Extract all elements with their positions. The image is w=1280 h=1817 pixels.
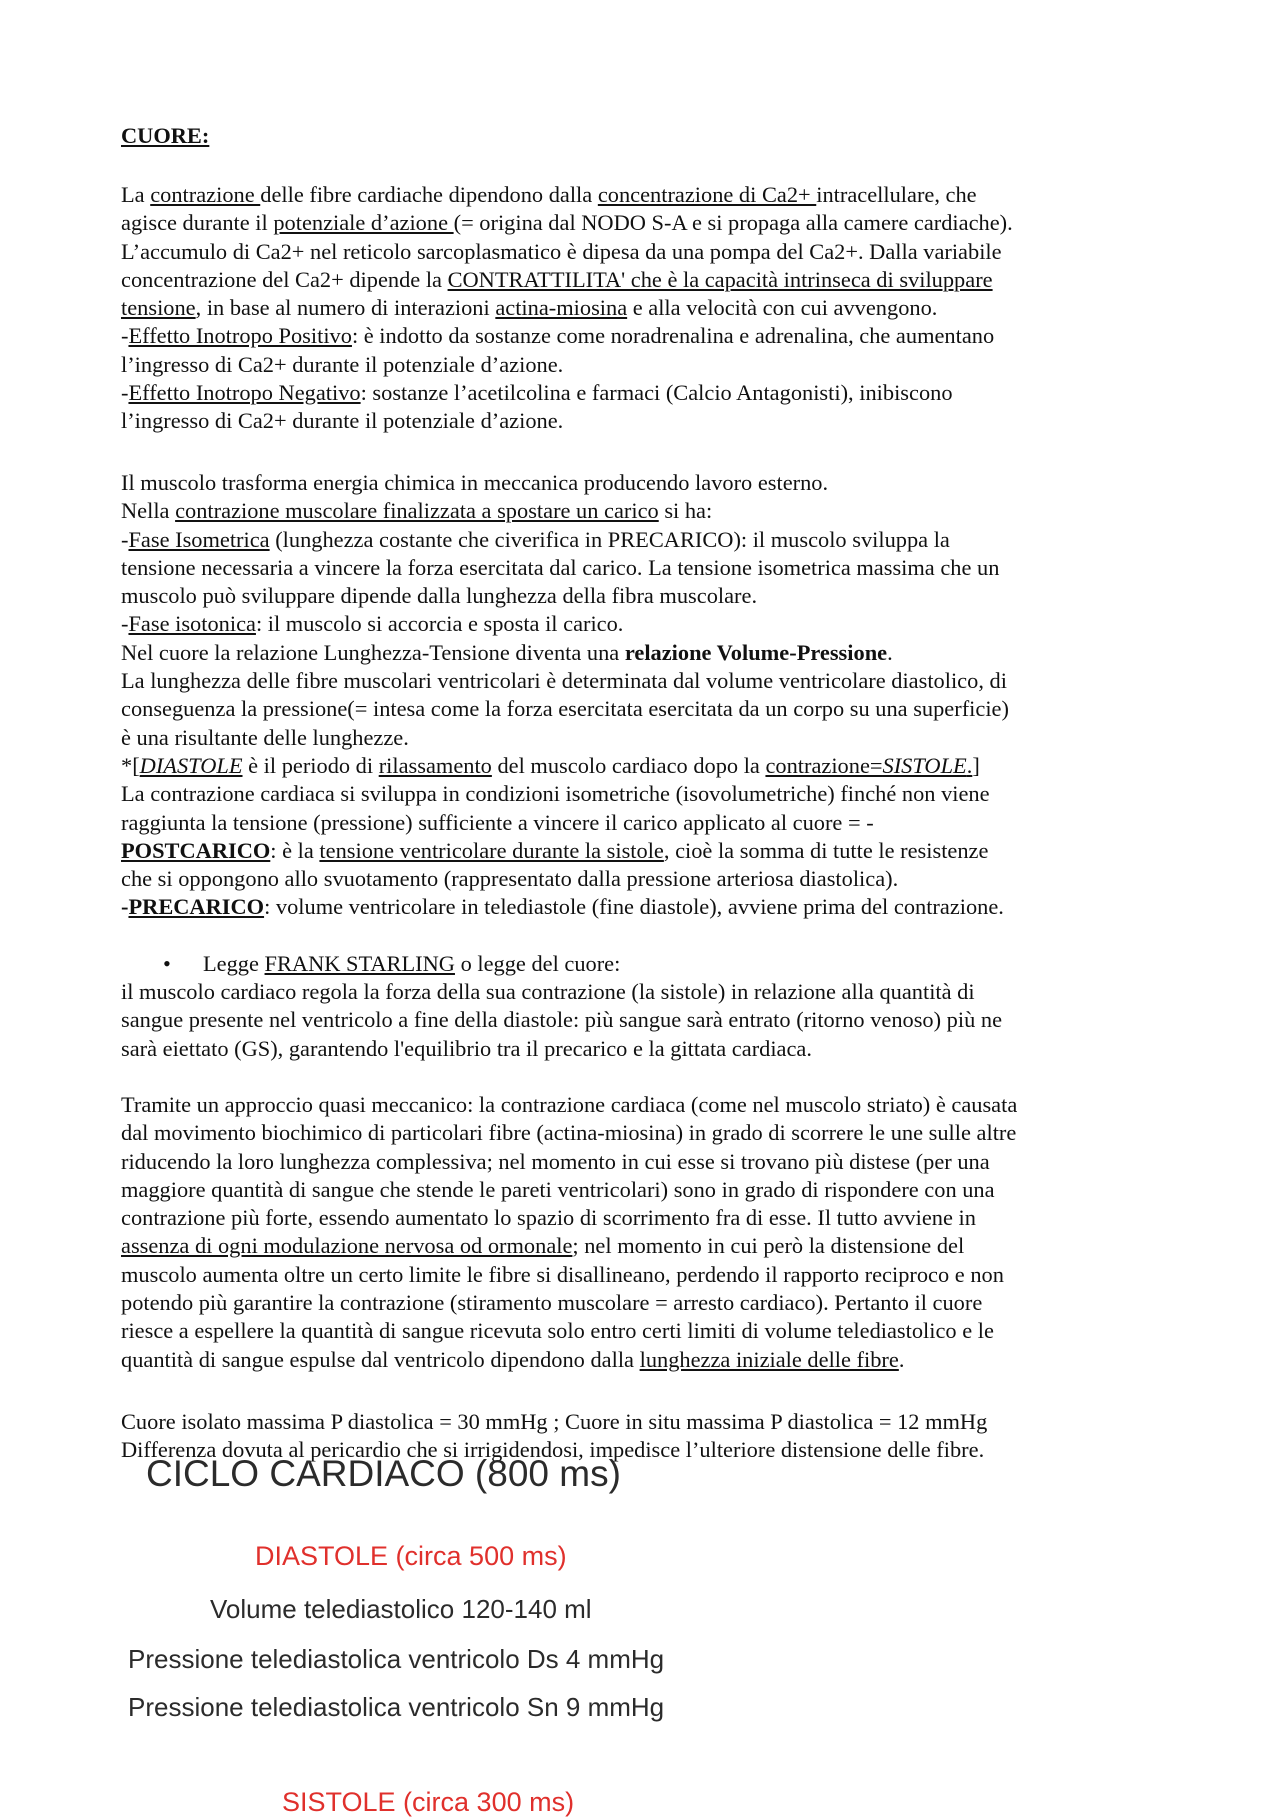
bullet-dot: • (163, 951, 171, 976)
text-line: Nel cuore la relazione Lunghezza-Tensione diventa una relazione Volume-Pressione. (121, 639, 893, 665)
text-line: sarà eiettato (GS), garantendo l'equilibrio tra il precarico e la gittata cardiaca. (121, 1035, 812, 1061)
text-line: raggiunta la tensione (pressione) sufficiente a vincere il carico applicato al cuore = - (121, 809, 874, 835)
text-line: è una risultante delle lunghezze. (121, 724, 409, 750)
text-line: La contrazione cardiaca si sviluppa in condizioni isometriche (isovolumetriche) finché non viene (121, 781, 990, 807)
text-line: POSTCARICO: è la tensione ventricolare durante la sistole, cioè la somma di tutte le resistenze (121, 837, 989, 863)
text-line: l’ingresso di Ca2+ durante il potenziale d’azione. (121, 351, 564, 377)
volume-telediastolico: Volume telediastolico 120-140 ml (210, 1594, 592, 1624)
paragraph-approccio-meccanico (121, 1091, 1181, 1374)
text-line: agisce durante il potenziale d’azione (= origina dal NODO S-A e si propaga alla camere cardiache). (121, 210, 1013, 236)
paragraph-frank-starling (121, 978, 1181, 1063)
pressione-ds: Pressione telediastolica ventricolo Ds 4 mmHg (128, 1644, 665, 1674)
text-line: La lunghezza delle fibre muscolari ventricolari è determinata dal volume ventricolare diastolico, di (121, 668, 1007, 694)
sistole-heading: SISTOLE (circa 300 ms) (282, 1787, 575, 1817)
text-line: concentrazione del Ca2+ dipende la CONTRATTILITA' che è la capacità intrinseca di sviluppare (121, 266, 993, 292)
text-line: potendo più garantire la contrazione (stiramento muscolare = arresto cardiaco). Pertanto il cuore (121, 1290, 983, 1316)
text-line: -Effetto Inotropo Negativo: sostanze l’acetilcolina e farmaci (Calcio Antagonisti), inibiscono (121, 380, 953, 406)
text-line: Cuore isolato massima P diastolica = 30 mmHg ; Cuore in situ massima P diastolica = 12 mmHg (121, 1409, 988, 1434)
text-line: La contrazione delle fibre cardiache dipendono dalla concentrazione di Ca2+ intracellulare, che (121, 182, 977, 207)
text-line: muscolo aumenta oltre un certo limite le fibre si disallineano, perdendo il rapporto reciproco e non (121, 1261, 1004, 1287)
text-line: sangue presente nel ventricolo a fine della diastole: più sangue sarà entrato (ritorno venoso) più ne (121, 1007, 1003, 1033)
text-line: Differenza dovuta al pericardio che si irrigidendosi, impedisce l’ulteriore distensione delle fibre. (121, 1437, 985, 1463)
figure-title: CICLO CARDIACO (800 ms) (146, 1453, 621, 1494)
text-line: tensione, in base al numero di interazioni actina-miosina e alla velocità con cui avvengono. (121, 295, 938, 321)
page-title: CUORE: (121, 123, 210, 148)
text-line: assenza di ogni modulazione nervosa od ormonale; nel momento in cui però la distensione del (121, 1233, 965, 1259)
ciclo-cardiaco-figure (120, 1453, 770, 1817)
text-line: quantità di sangue espulse dal ventricolo dipendono dalla lunghezza iniziale delle fibre. (121, 1346, 905, 1372)
text-line: muscolo può sviluppare dipende dalla lunghezza della fibra muscolare. (121, 583, 758, 609)
text-line: riducendo la loro lunghezza complessiva; nel momento in cui esse si trovano più distese (per una (121, 1148, 990, 1174)
text-line: Il muscolo trasforma energia chimica in meccanica producendo lavoro esterno. (121, 470, 829, 495)
paragraph-contrazione-muscolare (121, 469, 1181, 922)
text-line: che si oppongono allo svuotamento (rappresentato dalla pressione arteriosa diastolica). (121, 866, 899, 892)
text-line: L’accumulo di Ca2+ nel reticolo sarcoplasmatico è dipesa da una pompa del Ca2+. Dalla variabile (121, 238, 1002, 264)
text-line: maggiore quantità di sangue che stende le pareti ventricolari) sono in grado di rispondere con una (121, 1176, 995, 1202)
pressione-sn: Pressione telediastolica ventricolo Sn 9 mmHg (128, 1692, 665, 1722)
text-line: l’ingresso di Ca2+ durante il potenziale d’azione. (121, 408, 564, 434)
text-line: dal movimento biochimico di particolari fibre (actina-miosina) in grado di scorrere le une sulle altre (121, 1120, 1017, 1146)
text-line: -Fase Isometrica (lunghezza costante che civerifica in PRECARICO): il muscolo sviluppa la (121, 526, 950, 552)
text-line: il muscolo cardiaco regola la forza della sua contrazione (la sistole) in relazione alla quantità di (121, 979, 975, 1004)
paragraph-contrattilita (121, 181, 1181, 436)
text-line: conseguenza la pressione(= intesa come la forza esercitata esercitata da un corpo su una superficie) (121, 696, 1009, 722)
text-line: *[DIASTOLE è il periodo di rilassamento del muscolo cardiaco dopo la contrazione=SISTOLE.] (121, 752, 980, 778)
text-line: tensione necessaria a vincere la forza esercitata dal carico. La tensione isometrica massima che un (121, 554, 1000, 580)
text-line: riesce a espellere la quantità di sangue ricevuta solo entro certi limiti di volume telediastolico e le (121, 1318, 994, 1344)
list-item: • Legge FRANK STARLING o legge del cuore: (121, 950, 1181, 978)
text-line: contrazione più forte, essendo aumentato lo spazio di scorrimento fra di esse. Il tutto avviene in (121, 1205, 976, 1231)
bullet-frank-starling (121, 950, 1181, 978)
text-line: Nella contrazione muscolare finalizzata a spostare un carico si ha: (121, 498, 713, 524)
text-line: -Fase isotonica: il muscolo si accorcia e sposta il carico. (121, 611, 624, 637)
text-line: Tramite un approccio quasi meccanico: la contrazione cardiaca (come nel muscolo striato) è causata (121, 1092, 1018, 1117)
text-line: -PRECARICO: volume ventricolare in telediastole (fine diastole), avviene prima del contrazione. (121, 894, 1004, 920)
diastole-heading: DIASTOLE (circa 500 ms) (255, 1541, 567, 1571)
text-line: -Effetto Inotropo Positivo: è indotto da sostanze come noradrenalina e adrenalina, che aumentano (121, 323, 995, 349)
